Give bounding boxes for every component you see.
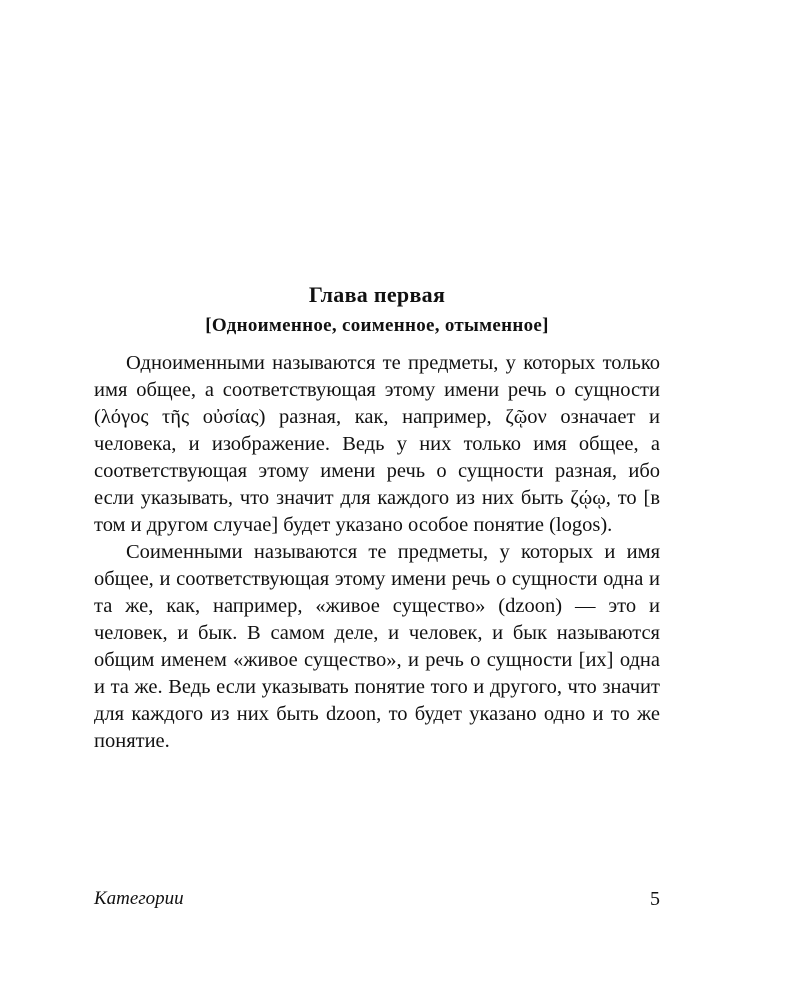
running-title: Категории [94, 888, 184, 909]
chapter-subtitle: [Одноименное, соименное, отыменное] [205, 315, 549, 336]
body-text [94, 350, 660, 755]
paragraph: Одноименными называются те предметы, у которых только имя общее, а соответствующая этому имени речь о сущности (λόγος τῆς οὐσίας) разная, как, например, ζῷον означает и человека, и изображение. Ведь у них только имя общее, а соответствующая этому имени речь о сущности разная, ибо если указывать, что значит для каждого из них быть ζῴῳ, то [в том и другом случае] будет указано особое понятие (logos). [94, 352, 660, 536]
page-number: 5 [650, 888, 660, 910]
page-footer [94, 888, 660, 916]
paragraph: Соименными называются те предметы, у которых и имя общее, и соответствующая этому имени речь о сущности одна и та же, как, например, «живое существо» (dzoon) — это и человек, и бык. В самом деле, и человек, и бык называются общим именем «живое существо», и речь о сущности [их] одна и та же. Ведь если указывать понятие того и другого, что значит для каждого из них быть dzoon, то будет указано одно и то же понятие. [94, 541, 660, 752]
book-page [94, 0, 660, 1000]
chapter-title: Глава первая [308, 282, 446, 307]
